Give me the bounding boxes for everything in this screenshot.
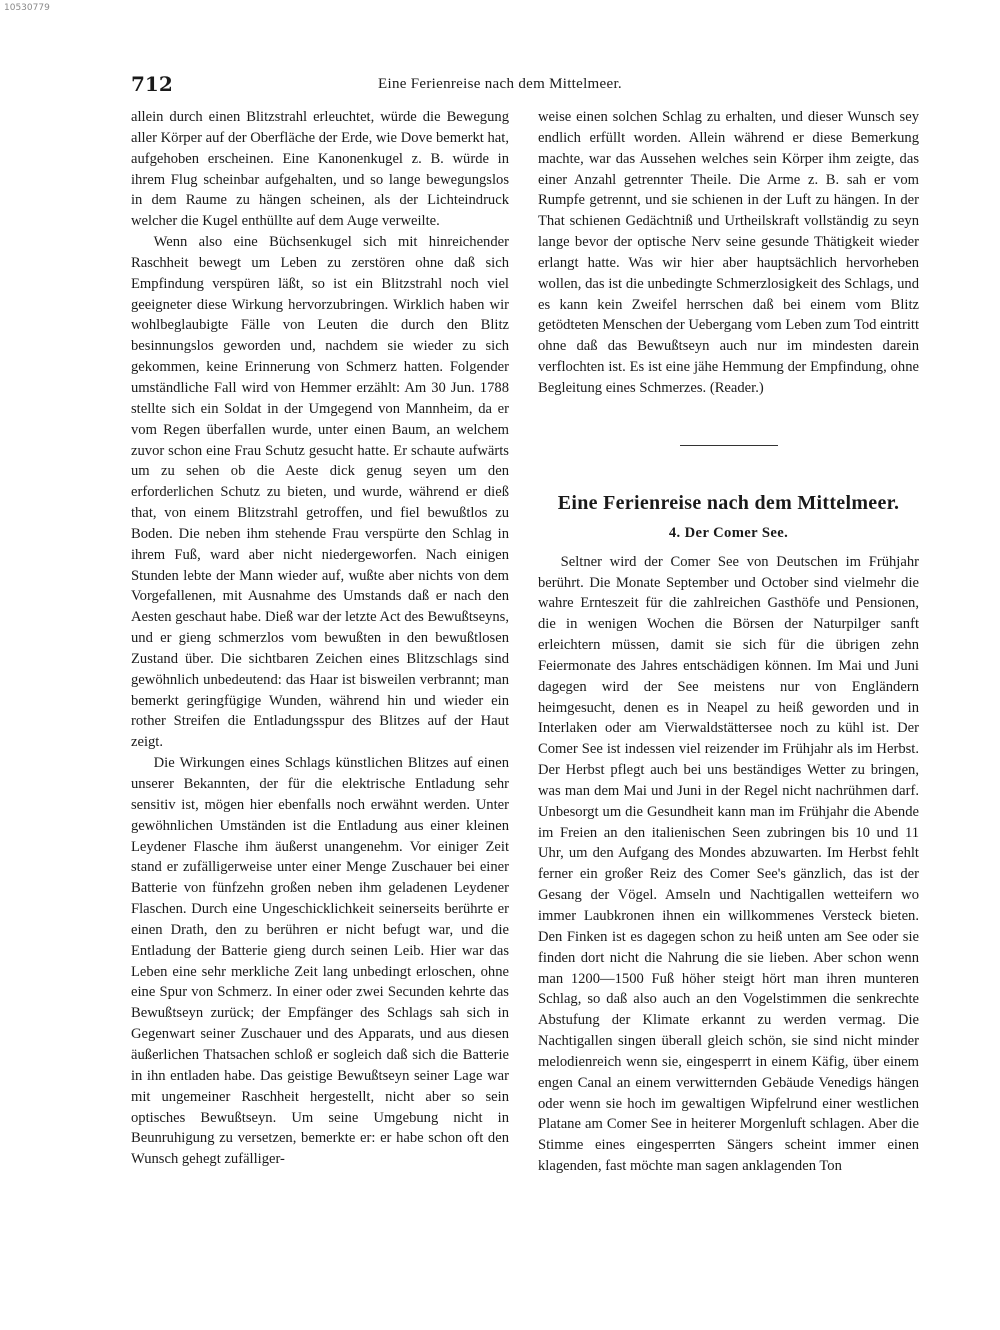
left-column xyxy=(131,107,509,1170)
paragraph: Seltner wird der Comer See von Deutschen im Frühjahr berührt. Die Monate September und October sind vielmehr die wahre Ernteszeit für die zahlreichen Gasthöfe und Pensionen, die in wenigen Wochen die Börsen der Naturpilger sanft erleichtern müssen, damit sie sich für die übrigen zehn Feiermonate des Jahres entschädigen können. Im Mai und Juni dagegen wird der See meistens nur von Engländern heimgesucht, denen es in Neapel zu heiß geworden und in Interlaken oder am Vierwaldstättersee noch zu kühl ist. Der Comer See ist indessen viel reizender im Frühjahr als im Herbst. Der Herbst pflegt auch bei uns beständiges Wetter zu bringen, was man dem Mai und Juni in der Regel nicht nachrühmen darf. Unbesorgt um die Gesundheit kann man im Frühjahr die Abende im Freien an den italienischen Seen zubringen bis 10 und 11 Uhr, um den Aufgang des Mondes abzuwarten. Im Herbst fehlt ferner ein großer Reiz des Comer See's gänzlich, das ist der Gesang der Vögel. Amseln und Nachtigallen wetteifern wo immer Laubkronen ihnen ein willkommenes Versteck bieten. Den Finken ist es dagegen schon zu heiß unten am See oder sie finden dort nicht die Nahrung die sie lieben. Aber schon wenn man 1200—1500 Fuß höher steigt hört man ihren munteren Schlag, so daß also auch an den Vogelstimmen die senkrechte Abstufung der Klimate erkannt zu werden vermag. Die Nachtigallen singen überall gleich schön, sie sind nicht minder melodienreich wenn sie, eingesperrt in einem Käfig, über einem engen Canal an einem verwitternden Gebäude Venedigs hängen oder wenn sie hoch im gewaltigen Wipfelrund einer westlichen Platane am Comer See in heiterer Morgenluft schlagen. Aber die Stimme eines eingesperrten Sängers scheint immer einen klagenden, fast möchte man sagen anklagenden Ton xyxy=(538,553,919,1175)
section-divider xyxy=(680,445,778,446)
paragraph: weise einen solchen Schlag zu erhalten, und dieser Wunsch sey endlich erfüllt worden. Allein während er diese Bemerkung machte, war das Aussehen welches sein Körper ihm zeigte, das einer Anzahl getrennter Theile. Die Arme z. B. sah er vom Rumpfe getrennt, und sie schienen in der Luft zu hängen. In der That schienen Gedächtniß und Urtheilskraft vollständig zu seyn lange bevor der optische Nerv seine gesunde Thätigkeit wieder erlangt hatte. Was wir hier aber hauptsächlich hervorheben wollen, das ist die unbedingte Schmerzlosigkeit des Schlags, und es kann kein Zweifel herrschen daß bei einem vom Blitz getödteten Menschen der Uebergang vom Leben zum Tod eintritt ohne daß das Bewußtseyn auch nur im mindesten darein verflochten ist. Es ist eine jähe Hemmung der Empfindung, ohne Begleitung eines Schmerzes. (Reader.) xyxy=(538,109,920,396)
section-title: 4. Der Comer See. xyxy=(668,524,789,541)
right-column xyxy=(538,107,919,1177)
running-head: Eine Ferienreise nach dem Mittelmeer. xyxy=(378,76,622,92)
page-number: 712 xyxy=(131,72,173,96)
paragraph: Wenn also eine Büchsenkugel sich mit hinreichender Raschheit bewegt um Leben zu zerstören ohne daß sich Empfindung verspüren läßt, so ist ein Blitzstrahl noch viel geeigneter diese Wirkung hervorzubringen. Wirklich haben wir wohlbeglaubigte Fälle von Leuten die durch den Blitz besinnungslos geworden und, nachdem sie wieder zu sich gekommen, keine Erinnerung von Schmerz hatten. Folgender umständliche Fall wird von Hemmer erzählt: Am 30 Jun. 1788 stellte sich ein Soldat in der Umgegend von Mannheim, da er vom Regen überfallen wurde, unter einen Baum, an welchem zuvor schon eine Frau Schutz gesucht hatte. Er schaute aufwärts um zu sehen ob die Aeste dick genug seyen um den erforderlichen Schutz zu bieten, und wurde, während er dieß that, von einem Blitzstrahl getroffen, und fiel bewußtlos zu Boden. Die neben ihm stehende Frau verspürte den Schlag in ihrem Fuß, ward aber nicht niedergeworfen. Nach einigen Stunden lebte der Mann wieder auf, wußte aber nichts von dem Vorgefallenen, mit Ausnahme des Umstands daß er nach den Aesten geschaut habe. Dieß war der letzte Act des Bewußtseyns, und er gieng schmerzlos vom bewußten in den bewußtlosen Zustand über. Die sichtbaren Zeichen eines Blitzschlags sind gewöhnlich unbedeutend: das Haar ist bisweilen verbrannt; man bemerkt geringfügige Wunden, während hin und wieder ein rother Streifen die Entladungsspur des Blitzes auf der Haut zeigt. xyxy=(131,234,509,751)
paragraph: allein durch einen Blitzstrahl erleuchtet, würde die Bewegung aller Körper auf der Oberfläche der Erde, wie Dove bemerkt hat, aufgehoben erscheinen. Eine Kanonenkugel z. B. würde in ihrem Flug scheinbar aufgehalten, und so lange bewegungslos in dem Raume zu hängen scheinen, als der Lichteindruck welcher die Kugel enthüllte auf dem Auge verweilte. xyxy=(131,109,509,230)
paragraph: Die Wirkungen eines Schlags künstlichen Blitzes auf einen unserer Bekannten, der für die elektrische Entladung sehr sensitiv ist, mögen hier ebenfalls noch erwähnt werden. Unter gewöhnlichen Umständen ist die Entladung aus einer kleinen Leydener Flasche ihm äußerst unangenehm. Vor einiger Zeit stand er zufälligerweise unter einer Menge Zuschauer bei einer Batterie von fünfzehn großen neben ihm geladenen Leydener Flaschen. Durch eine Ungeschicklichkeit seinerseits berührte er einen Drath, den zu berühren er nicht befugt war, und die Entladung der Batterie gieng durch seinen Leib. Hier war das Leben eine sehr merkliche Zeit lang unbedingt erloschen, ohne eine Spur von Schmerz. In einer oder zwei Secunden kehrte das Bewußtseyn zurück; der Empfänger des Schlags sah sich in Gegenwart seiner Zuschauer und des Apparats, und aus diesen äußerlichen Thatsachen schloß er sogleich daß sich die Batterie in ihn entladen habe. Das geistige Bewußtseyn seiner Lage war mit ungemeiner Raschheit hergestellt, nicht aber so sein optisches Bewußtseyn. Um seine Umgebung nicht in Beunruhigung zu versetzen, bemerkte er: er habe schon oft den Wunsch gehegt zufälliger- xyxy=(131,755,509,1168)
scan-id: 10530779 xyxy=(4,3,50,13)
article-title: Eine Ferienreise nach dem Mittelmeer. xyxy=(557,491,900,514)
